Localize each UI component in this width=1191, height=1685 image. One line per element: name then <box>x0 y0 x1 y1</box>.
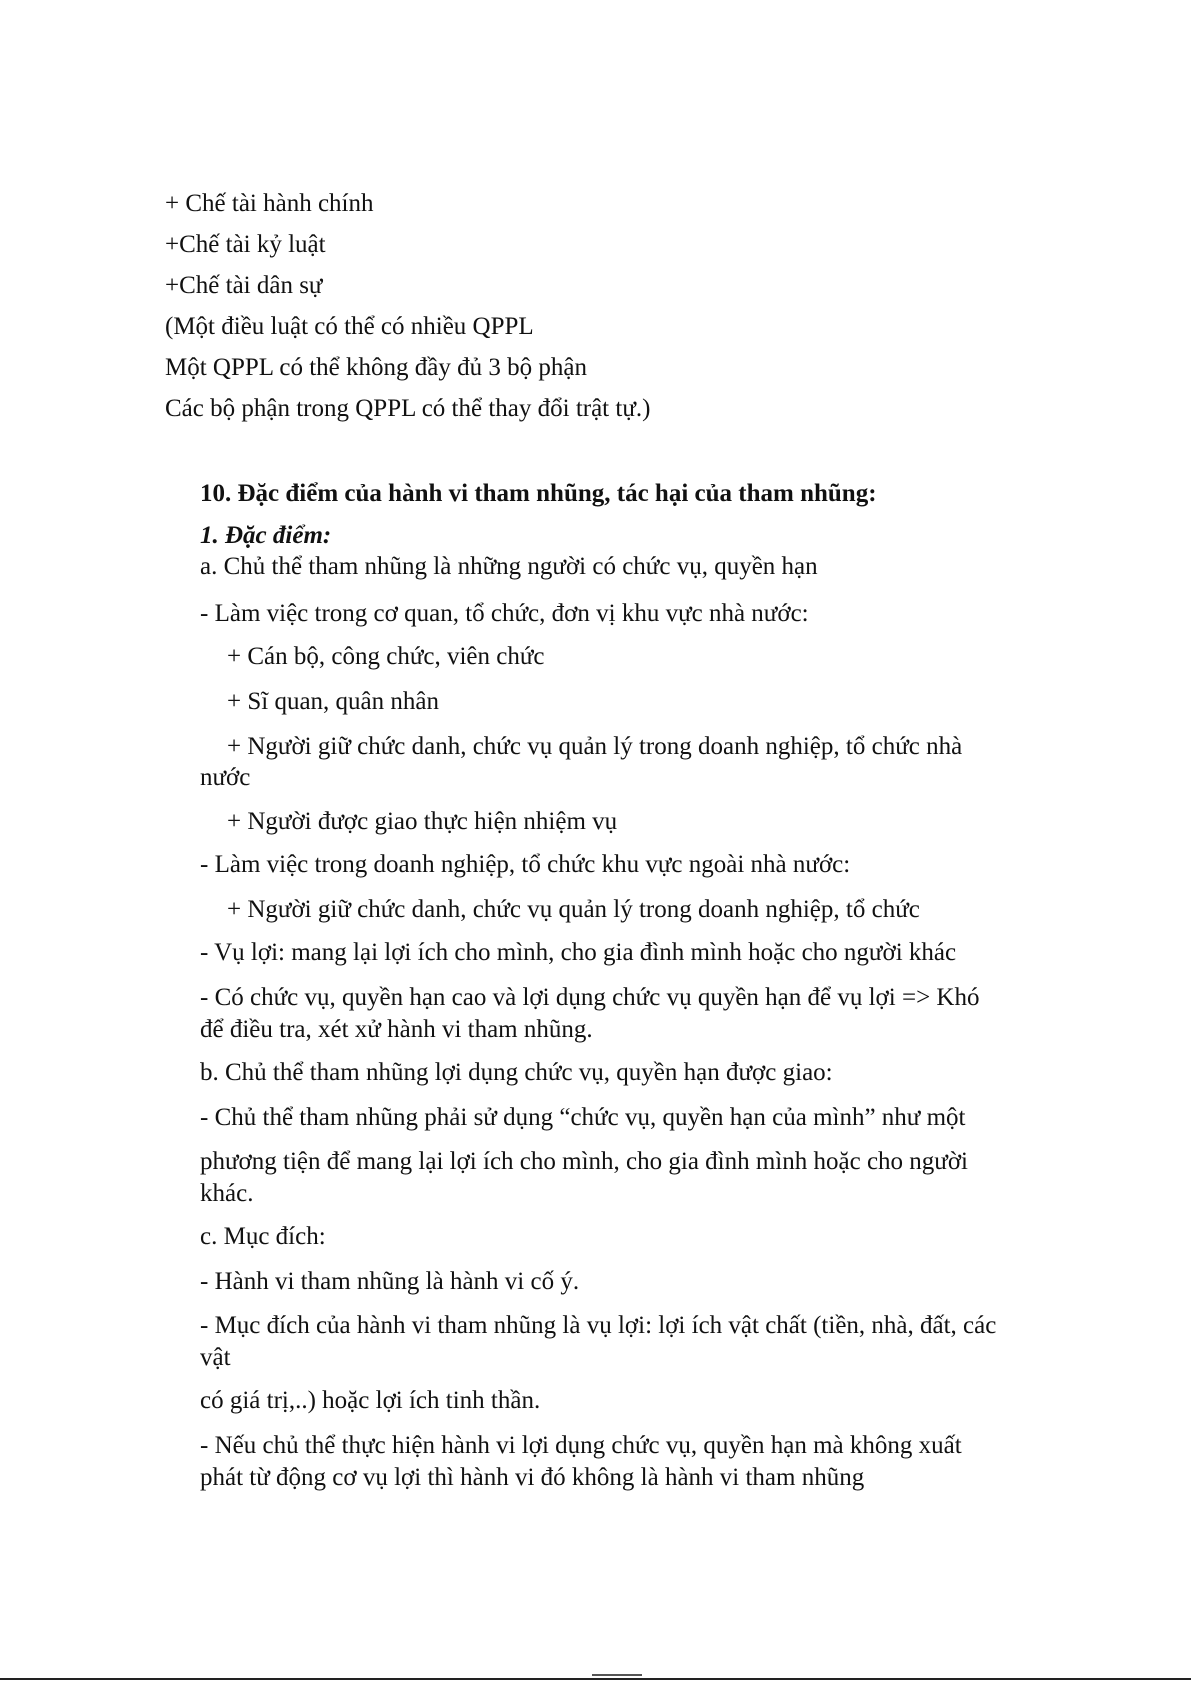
section-heading: 10. Đặc điểm của hành vi tham nhũng, tác hại của tham nhũng: <box>200 480 877 507</box>
body-line: để điều tra, xét xử hành vi tham nhũng. <box>200 1016 593 1043</box>
body-line: + Người được giao thực hiện nhiệm vụ <box>227 808 618 835</box>
body-line: nước <box>200 764 251 791</box>
body-line: - Mục đích của hành vi tham nhũng là vụ lợi: lợi ích vật chất (tiền, nhà, đất, các <box>200 1312 997 1339</box>
body-line: - Làm việc trong cơ quan, tổ chức, đơn vị khu vực nhà nước: <box>200 600 809 627</box>
body-line: khác. <box>200 1180 254 1207</box>
body-line: có giá trị,..) hoặc lợi ích tinh thần. <box>200 1387 541 1414</box>
body-line: + Sĩ quan, quân nhân <box>227 688 439 715</box>
body-line: a. Chủ thể tham nhũng là những người có chức vụ, quyền hạn <box>200 553 818 580</box>
intro-line: Các bộ phận trong QPPL có thể thay đổi trật tự.) <box>165 395 651 422</box>
subheading: 1. Đặc điểm: <box>200 522 332 549</box>
body-line: b. Chủ thể tham nhũng lợi dụng chức vụ, quyền hạn được giao: <box>200 1059 833 1086</box>
intro-line: + Chế tài hành chính <box>165 190 374 217</box>
page-break-mark <box>592 1674 642 1676</box>
page-bottom-rule <box>0 1678 1191 1680</box>
intro-line: Một QPPL có thể không đầy đủ 3 bộ phận <box>165 354 587 381</box>
body-line: c. Mục đích: <box>200 1223 326 1250</box>
body-line: + Cán bộ, công chức, viên chức <box>227 643 545 670</box>
body-line: - Có chức vụ, quyền hạn cao và lợi dụng chức vụ quyền hạn để vụ lợi => Khó <box>200 984 980 1011</box>
body-line: phương tiện để mang lại lợi ích cho mình, cho gia đình mình hoặc cho người <box>200 1148 969 1175</box>
body-line: - Hành vi tham nhũng là hành vi cố ý. <box>200 1268 580 1295</box>
body-line: - Nếu chủ thể thực hiện hành vi lợi dụng chức vụ, quyền hạn mà không xuất <box>200 1432 962 1459</box>
intro-line: (Một điều luật có thể có nhiều QPPL <box>165 313 534 340</box>
body-line: phát từ động cơ vụ lợi thì hành vi đó không là hành vi tham nhũng <box>200 1464 865 1491</box>
intro-line: +Chế tài kỷ luật <box>165 231 326 258</box>
body-line: + Người giữ chức danh, chức vụ quản lý trong doanh nghiệp, tổ chức nhà <box>227 733 963 760</box>
intro-line: +Chế tài dân sự <box>165 272 323 299</box>
body-line: - Chủ thể tham nhũng phải sử dụng “chức vụ, quyền hạn của mình” như một <box>200 1104 966 1131</box>
body-line: - Vụ lợi: mang lại lợi ích cho mình, cho gia đình mình hoặc cho người khác <box>200 939 957 966</box>
body-line: - Làm việc trong doanh nghiệp, tổ chức khu vực ngoài nhà nước: <box>200 851 851 878</box>
body-line: + Người giữ chức danh, chức vụ quản lý trong doanh nghiệp, tổ chức <box>227 896 920 923</box>
body-line: vật <box>200 1344 231 1371</box>
